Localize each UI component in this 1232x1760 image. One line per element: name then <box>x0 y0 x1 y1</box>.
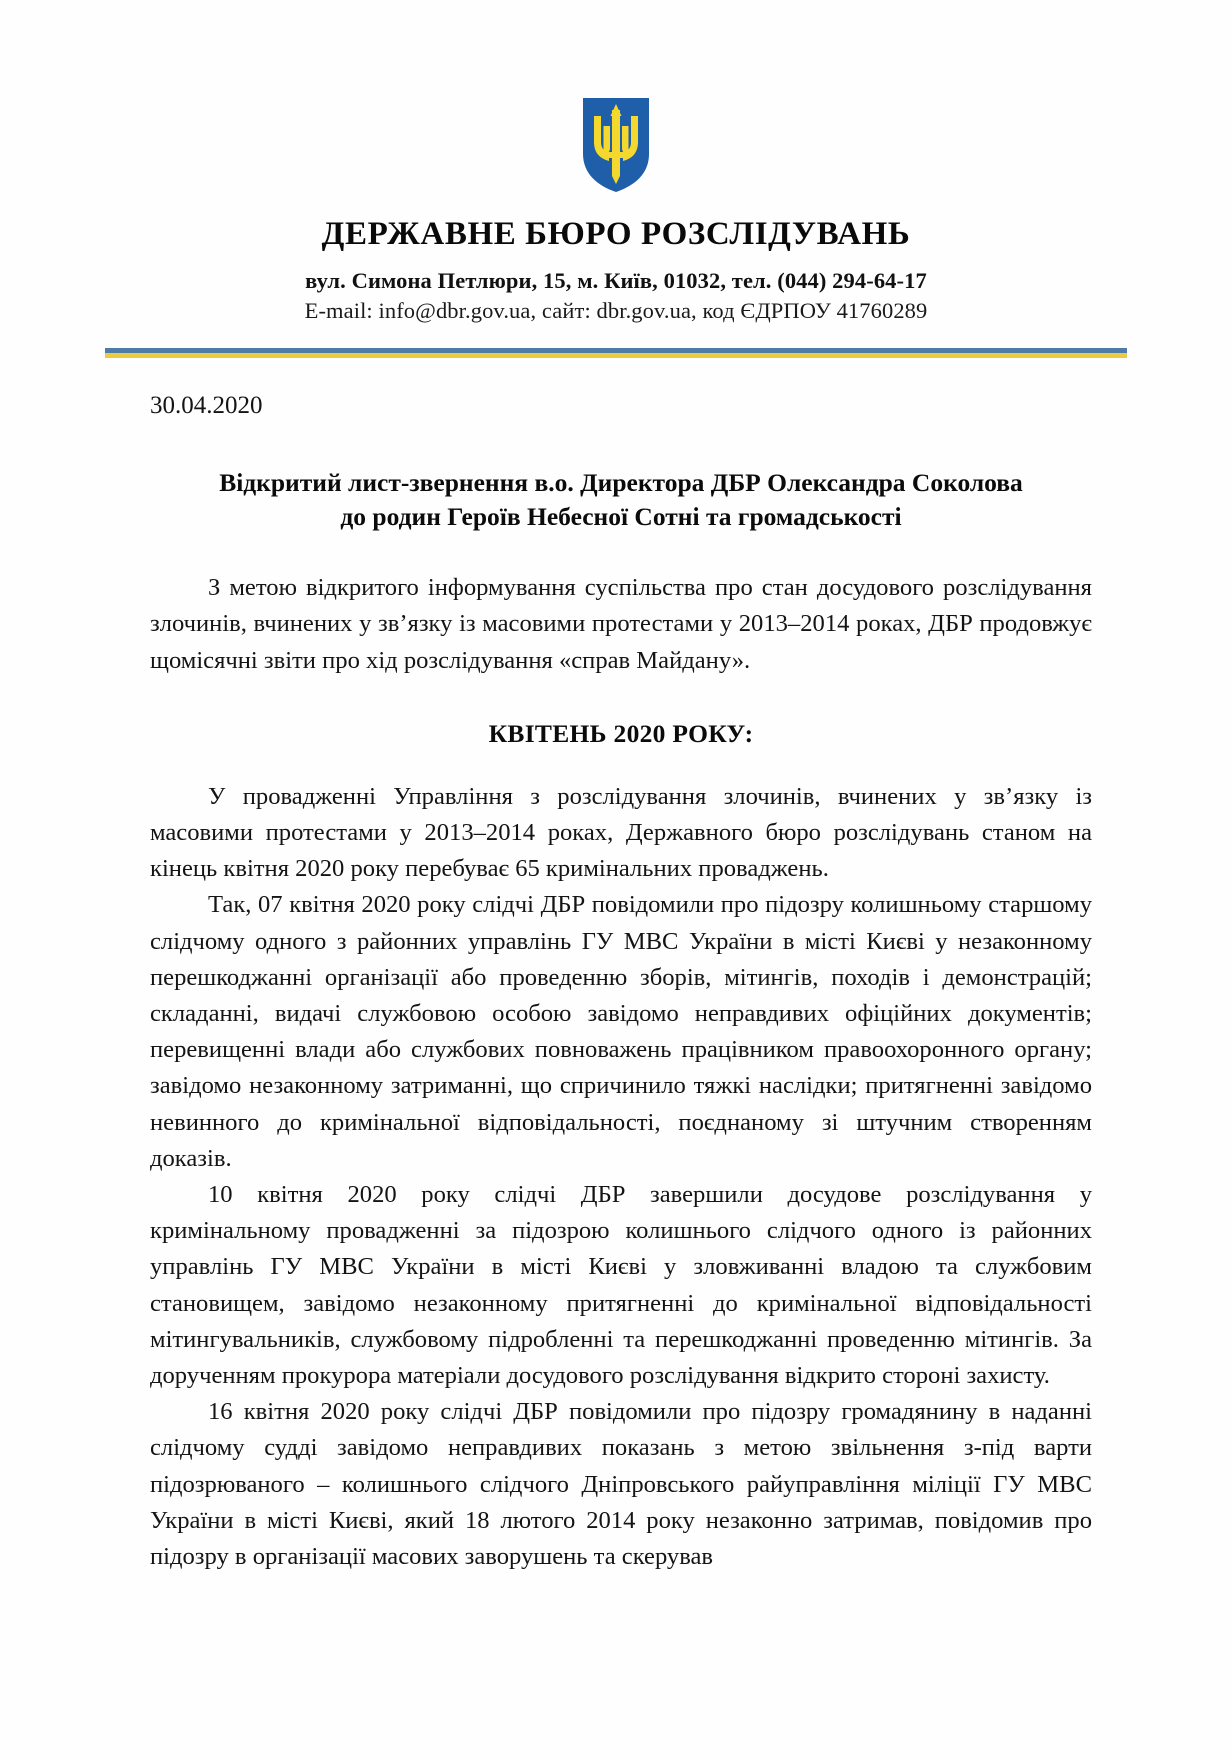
flag-divider <box>105 348 1127 358</box>
document-body <box>0 391 1232 1575</box>
body-paragraph: Так, 07 квітня 2020 року слідчі ДБР повідомили про підозру колишньому старшому слідчому одного з районних управлінь ГУ МВС України в місті Києві у незаконному перешкоджанні організації або проведенню зборів, мітингів, походів і демонстрацій; складанні, видачі службовою особою завідомо неправдивих офіційних документів; перевищенні влади або службових повноважень працівником правоохоронного органу; завідомо незаконному затриманні, що спричинило тяжкі наслідки; притягненні завідомо невинного до кримінальної відповідальності, поєднаному зі штучним створенням доказів. <box>150 891 1092 1172</box>
organization-name: ДЕРЖАВНЕ БЮРО РОЗСЛІДУВАНЬ <box>321 216 911 252</box>
body-paragraph: 10 квітня 2020 року слідчі ДБР завершили досудове розслідування у кримінальному провадженні за підозрою колишнього слідчого одного із районних управлінь ГУ МВС України в місті Києві у зловживанні владою та службовим становищем, завідомо незаконному притягненні до кримінальної відповідальності мітингувальників, службовому підробленні та перешкоджанні проведенню мітингів. За дорученням прокурора матеріали досудового розслідування відкрито стороні захисту. <box>150 1180 1092 1389</box>
document-title-line-1: Відкритий лист-звернення в.о. Директора ДБР Олександра Соколова <box>219 468 1023 498</box>
document-title-line-2: до родин Героїв Небесної Сотні та громадськості <box>340 502 902 532</box>
ukraine-trident-coat-of-arms-icon <box>579 96 653 194</box>
body-paragraph: 16 квітня 2020 року слідчі ДБР повідомили про підозру громадянину в наданні слідчому судді завідомо неправдивих показань з метою звільнення з-під варти підозрюваного – колишнього слідчого Дніпровського райуправління міліції ГУ МВС України в місті Києві, який 18 лютого 2014 року незаконно затримав, повідомив про підозру в організації масових заворушень та скерував <box>150 1398 1092 1570</box>
document-title <box>150 466 1092 534</box>
document-date: 30.04.2020 <box>150 392 263 420</box>
paragraph-list <box>150 779 1092 1575</box>
intro-paragraph: З метою відкритого інформування суспільства про стан досудового розслідування злочинів, вчинених у зв’язку із масовими протестами у 2013–2014 роках, ДБР продовжує щомісячні звіти про хід розслідування «справ Майдану». <box>150 574 1092 674</box>
intro-block <box>150 570 1092 679</box>
letterhead <box>0 0 1232 358</box>
emblem-container <box>0 96 1232 194</box>
section-heading-april: КВІТЕНЬ 2020 РОКУ: <box>488 718 754 748</box>
divider-yellow-bar <box>105 353 1127 358</box>
address-line: вул. Симона Петлюри, 15, м. Київ, 01032, тел. (044) 294-64-17 <box>305 268 927 294</box>
email-and-code-line: E-mail: info@dbr.gov.ua, сайт: dbr.gov.ua, код ЄДРПОУ 41760289 <box>304 298 928 324</box>
body-paragraph: У провадженні Управління з розслідування злочинів, вчинених у зв’язку із масовими протестами у 2013–2014 роках, Державного бюро розслідувань станом на кінець квітня 2020 року перебуває 65 кримінальних проваджень. <box>150 782 1092 883</box>
